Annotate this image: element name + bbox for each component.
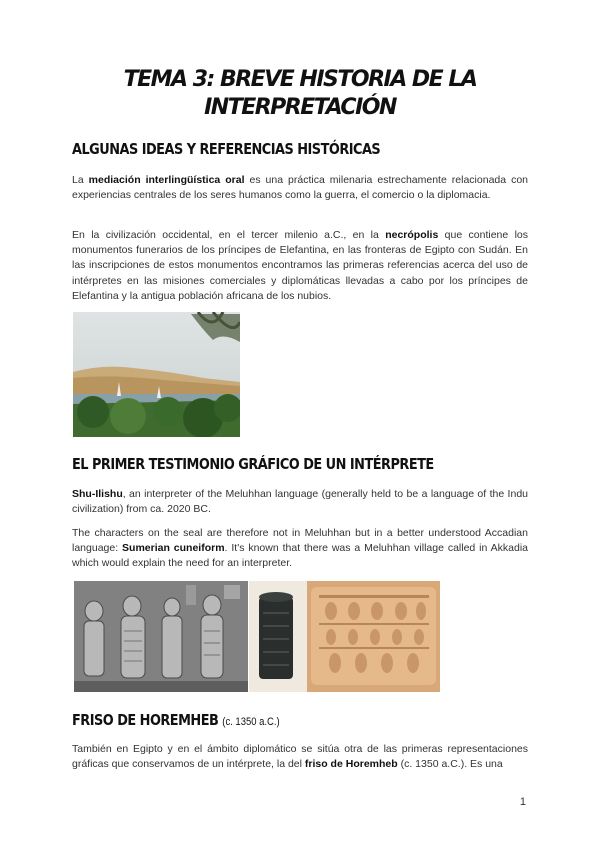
section-heading-ideas: ALGUNAS IDEAS Y REFERENCIAS HISTÓRICAS: [72, 140, 381, 158]
section-heading-friso: [72, 711, 280, 729]
bold-term: necrópolis: [385, 229, 439, 241]
title-line-2: INTERPRETACIÓN: [204, 95, 396, 120]
friso-heading-date: (c. 1350 a.C.): [222, 716, 280, 728]
friso-heading-text: FRISO DE HOREMHEB: [72, 711, 219, 729]
page-number: 1: [519, 796, 526, 808]
paragraph-mediacion: La mediación interlingüística oral es una práctica milenaria estrechamente relacionada con experiencias centrales de los seres humanos como la guerra, el comercio o la diplomacia.: [72, 174, 528, 202]
cylinder-seal-impression-photo: [74, 581, 248, 692]
bold-term: Sumerian cuneiform: [122, 542, 225, 555]
elephantine-landscape-photo: [73, 312, 240, 437]
title-line-1: TEMA 3: BREVE HISTORIA DE LA: [123, 67, 477, 92]
page-title: [60, 66, 540, 122]
paragraph-necropolis: En la civilización occidental, en el tercer milenio a.C., en la necrópolis que contiene los monumentos funerarios de los príncipes de Elefantina, en las fronteras de Egipto con Sudán. En las inscripciones de estos monumentos encontramos las primeras referencias acerca del uso de intérpretes en las misiones comerciales y diplomáticas llevadas a cabo por los príncipes de Elefantina y la antigua población africana de los nubios.: [72, 229, 528, 302]
paragraph-shu-ilishu: Shu-Ilishu, an interpreter of the Meluhhan language (generally held to be a language of the Indu civilization) from ca. 2020 BC.: [72, 488, 528, 516]
bold-term: Shu-Ilishu: [72, 488, 123, 500]
paragraph-seal: The characters on the seal are therefore not in Meluhhan but in a better understood Accadian language: Sumerian cuneiform. It's known that there was a Meluhhan village called in Akkadia which would explain the need for an interpreter.: [72, 527, 528, 570]
bold-term: friso de Horemheb: [304, 758, 398, 771]
bold-term: mediación interlingüística oral: [88, 174, 245, 186]
seal-and-tablet-photo: [249, 581, 440, 692]
section-heading-testimonio: EL PRIMER TESTIMONIO GRÁFICO DE UN INTÉRPRETE: [72, 455, 434, 473]
paragraph-horemheb: También en Egipto y en el ámbito diplomático se sitúa otra de las primeras representaciones gráficas que conservamos de un intérprete, la del friso de Horemheb (c. 1350 a.C.). Es una: [72, 743, 528, 771]
